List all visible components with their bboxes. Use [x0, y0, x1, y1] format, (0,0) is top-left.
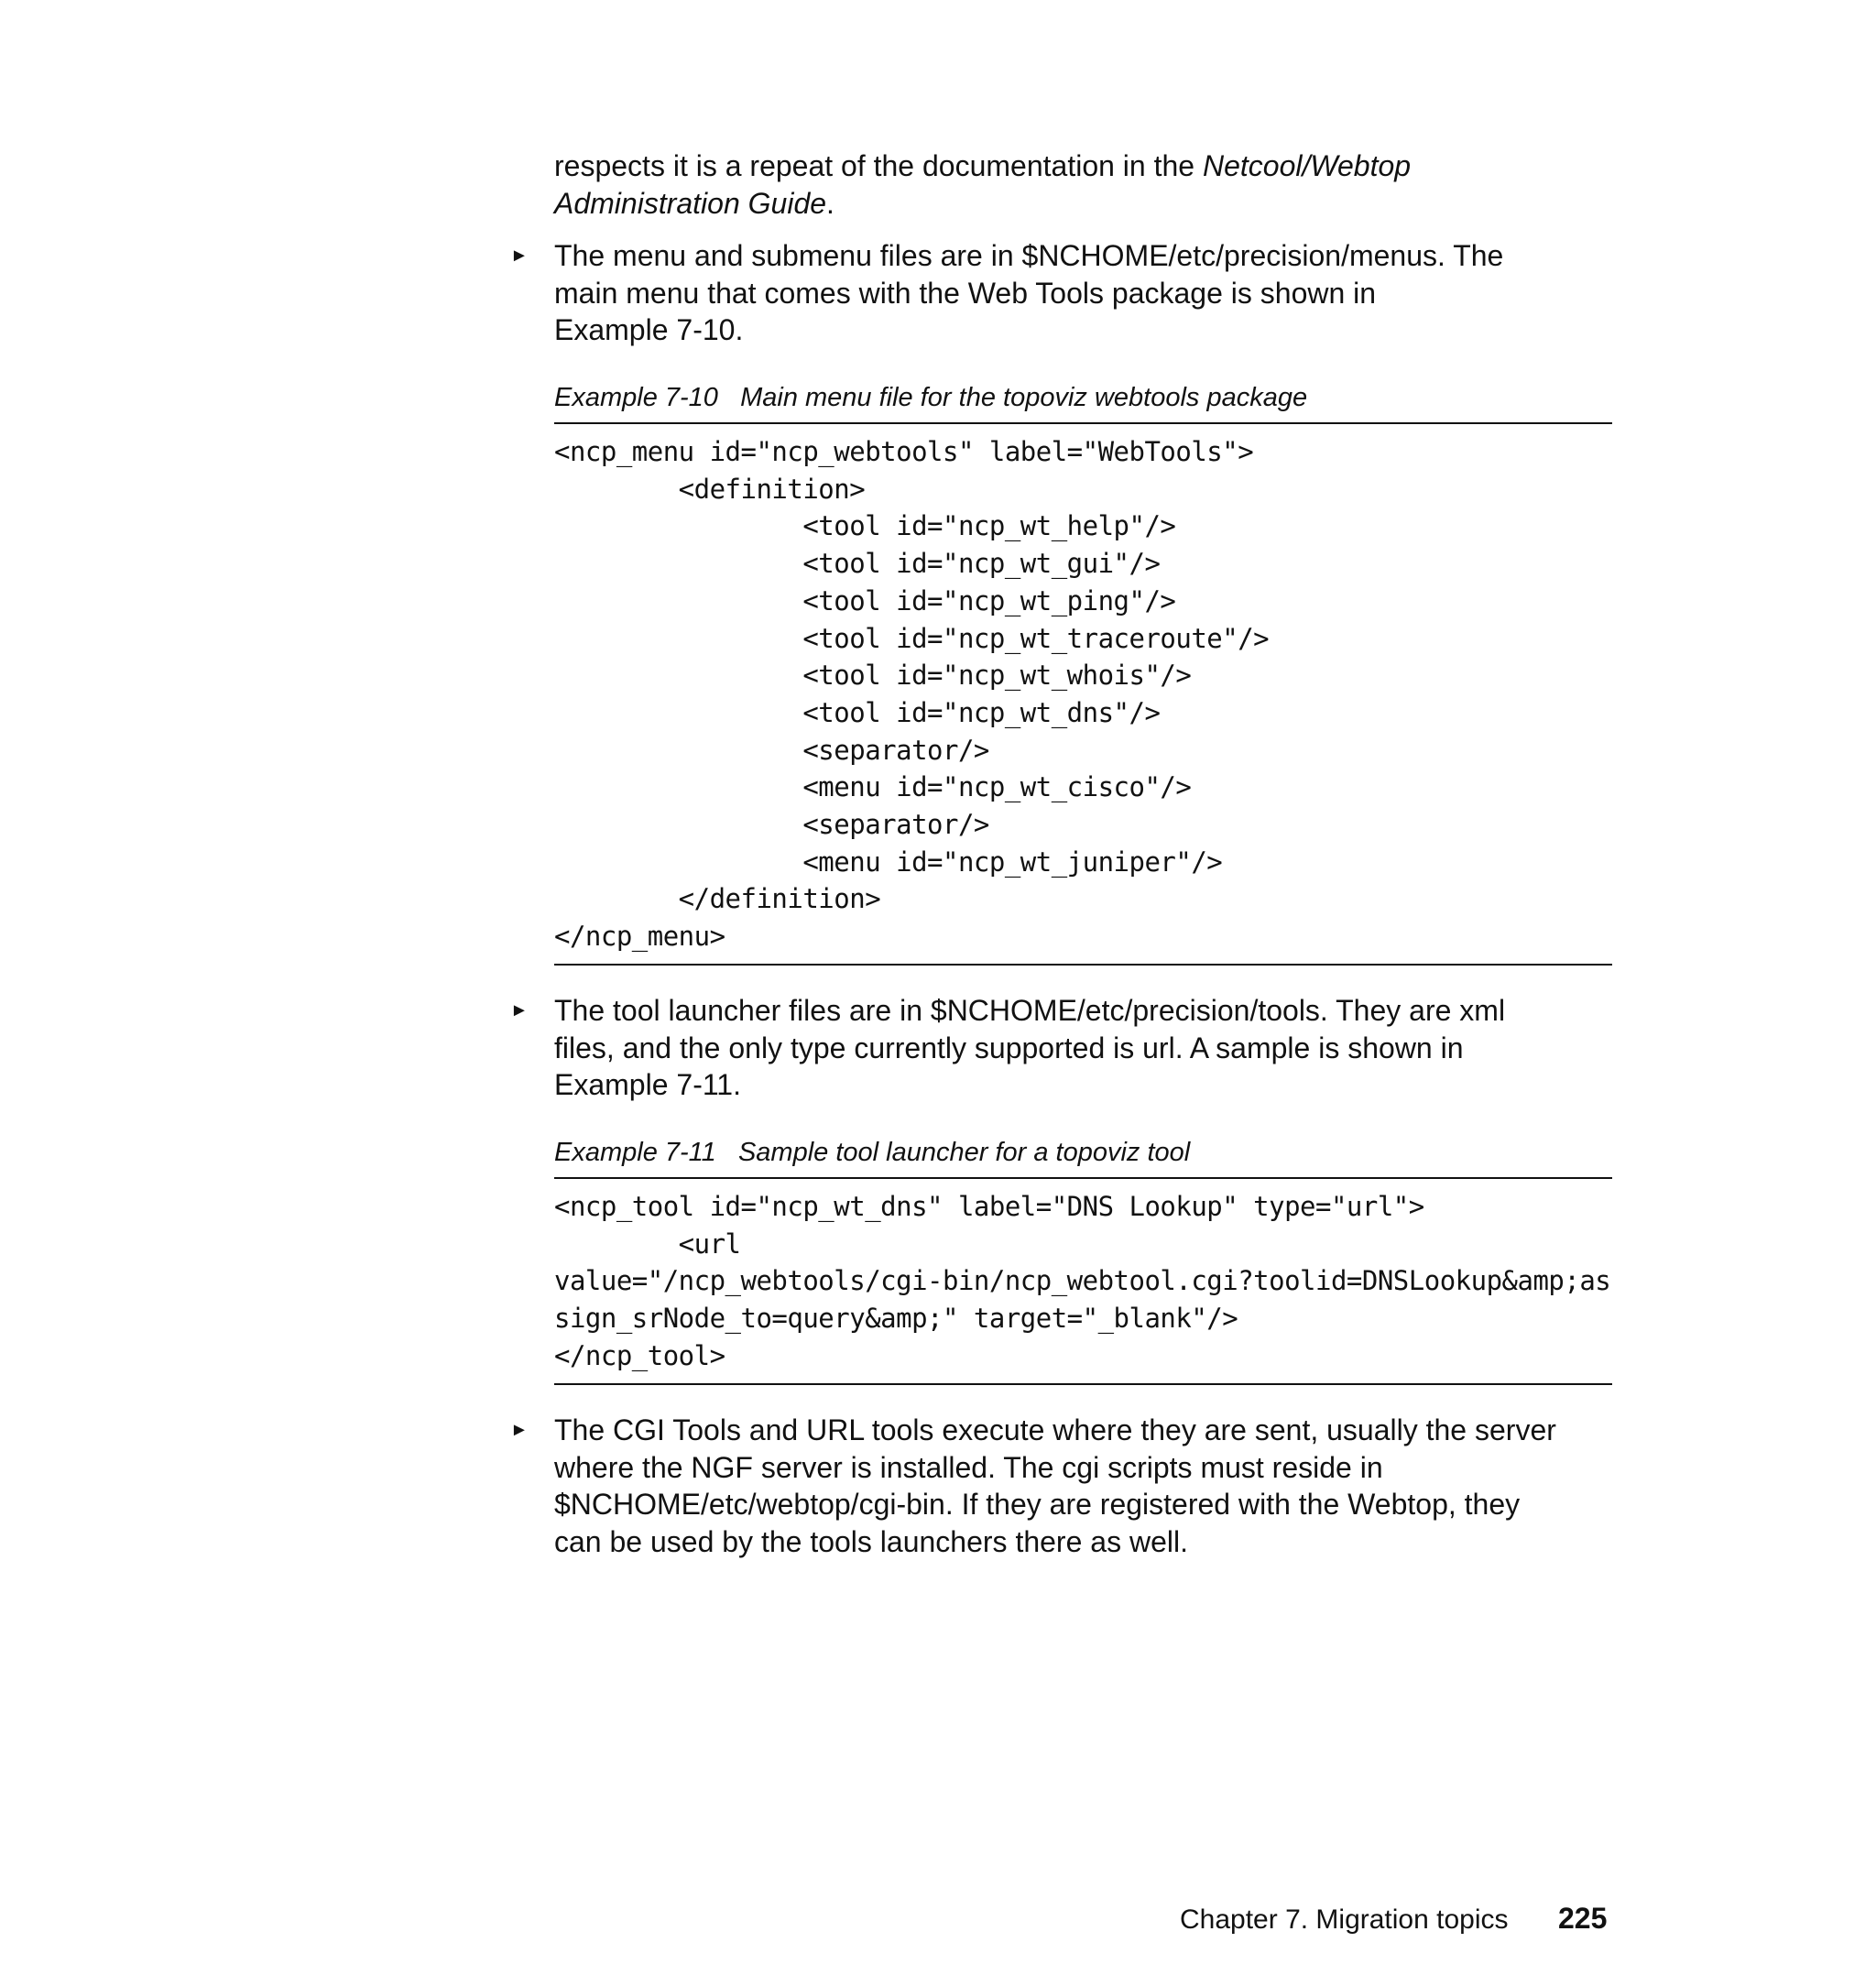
bullet-text: The tool launcher files are in $NCHOME/etc/precision/tools. They are xml files, and the only type currently supported is url. A sample is shown in Example 7-11. — [554, 994, 1506, 1101]
bullet-text: The menu and submenu files are in $NCHOME/etc/precision/menus. The main menu that comes with the Web Tools package is shown in Example 7-10. — [554, 239, 1504, 346]
bullet-item-menus — [554, 237, 1612, 349]
bullet-item-cgi — [554, 1412, 1612, 1560]
footer-chapter-title: Chapter 7. Migration topics — [1180, 1904, 1509, 1935]
example-7-10-caption: Example 7-10 Main menu file for the topoviz webtools package — [554, 383, 1308, 412]
footer-page-number: 225 — [1558, 1902, 1608, 1935]
code-listing: <ncp_tool id="ncp_wt_dns" label="DNS Lookup" type="url"> <url value="/ncp_webtools/cgi-bin/ncp_webtool.cgi?toolid=DNSLookup&amp;as sign_srNode_to=query&amp;" target="_blank"/> </ncp_tool> — [554, 1191, 1611, 1371]
intro-period: . — [826, 186, 834, 220]
bullet-arrow-icon: ► — [510, 1420, 529, 1440]
intro-italic-subtitle: Administration Guide — [554, 186, 827, 220]
bullet-text: The CGI Tools and URL tools execute where they are sent, usually the server where the NGF server is installed. The cgi scripts must reside in $NCHOME/etc/webtop/cgi-bin. If they are registered with the Webtop, they can be used by the tools launchers there as well. — [554, 1413, 1556, 1558]
example-caption — [554, 381, 1612, 414]
code-block-tool-launcher — [554, 1188, 1612, 1375]
divider-top — [554, 422, 1612, 424]
intro-text: respects it is a repeat of the documentation in the — [554, 149, 1203, 182]
divider-top — [554, 1177, 1612, 1179]
example-7-11-caption: Example 7-11 Sample tool launcher for a topoviz tool — [554, 1138, 1191, 1167]
bullet-arrow-icon: ► — [510, 1000, 529, 1020]
code-listing: <ncp_menu id="ncp_webtools" label="WebTools"> <definition> <tool id="ncp_wt_help"/> <tool id="ncp_wt_gui"/> <tool id="ncp_wt_ping"/> <tool id="ncp_wt_traceroute"/> <tool id="ncp_wt_whois"/> <tool id="ncp_wt_dns"/> <separator/> <menu id="ncp_wt_cisco"/> <separator/> <menu id="ncp_wt_juniper"/> </definition> </ncp_menu> — [554, 436, 1270, 953]
intro-italic-title: Netcool/Webtop — [1202, 149, 1412, 182]
divider-bottom — [554, 964, 1612, 966]
intro-paragraph — [554, 147, 1612, 222]
bullet-arrow-icon: ► — [510, 246, 529, 266]
code-block-main-menu — [554, 433, 1612, 955]
bullet-item-tools — [554, 992, 1612, 1104]
divider-bottom — [554, 1383, 1612, 1385]
example-caption — [554, 1136, 1612, 1169]
